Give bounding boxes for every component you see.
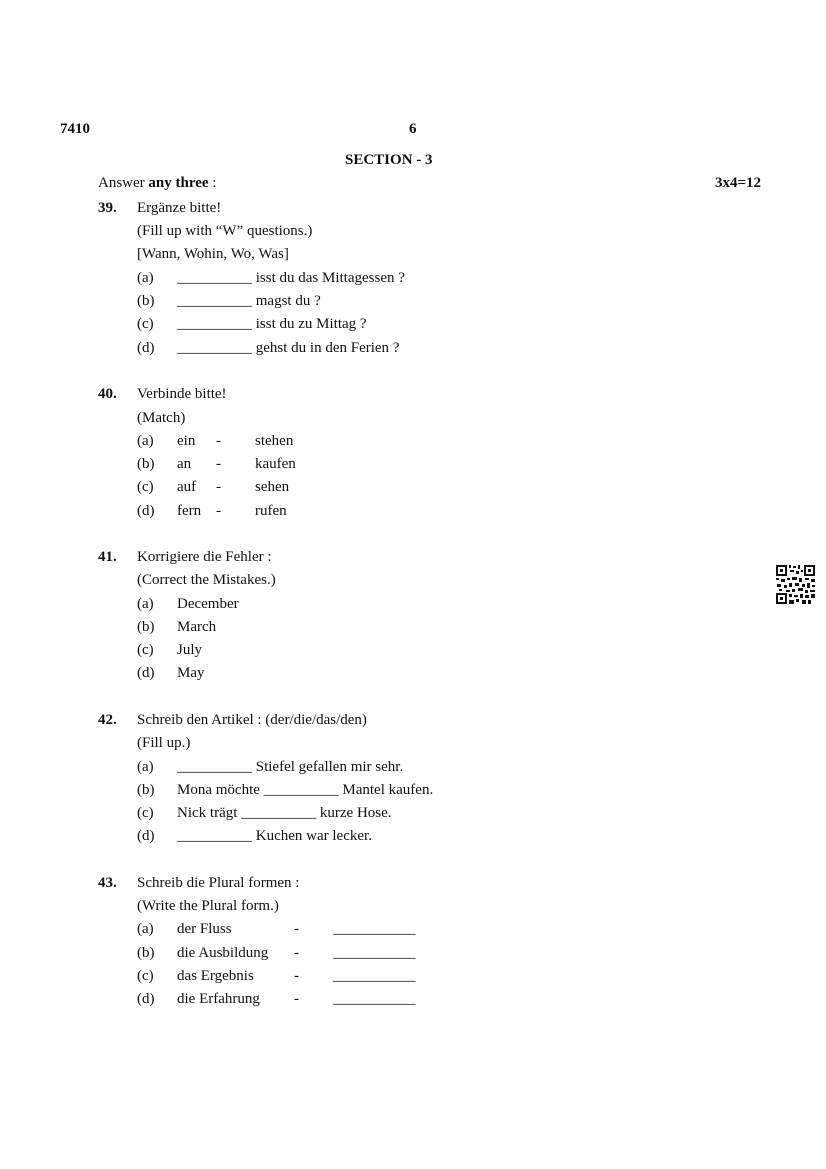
item-label: (c): [137, 316, 154, 332]
question-number: 39.: [98, 200, 117, 216]
match-dash: -: [216, 503, 221, 519]
list-item: [0, 453, 826, 475]
question-subtitle: (Fill up.): [137, 735, 191, 751]
question-title: Ergänze bitte!: [137, 200, 222, 216]
list-item: [0, 476, 826, 498]
singular-form: das Ergebnis: [177, 968, 254, 984]
item-label: (a): [137, 433, 154, 449]
item-text: __________ gehst du in den Ferien ?: [177, 340, 400, 356]
item-label: (b): [137, 456, 155, 472]
item-label: (d): [137, 340, 155, 356]
question-number: 42.: [98, 712, 117, 728]
question-title: Verbinde bitte!: [137, 386, 227, 402]
question-subtitle: (Match): [137, 410, 186, 426]
singular-form: der Fluss: [177, 921, 232, 937]
item-text: __________ Stiefel gefallen mir sehr.: [177, 759, 404, 775]
item-text: March: [177, 619, 217, 635]
section-marks: 3x4=12: [715, 175, 762, 191]
section-instruction: [98, 175, 216, 192]
item-label: (b): [137, 782, 155, 798]
item-label: (a): [137, 596, 154, 612]
item-label: (d): [137, 828, 155, 844]
list-item: [0, 593, 760, 615]
list-item: [0, 337, 826, 359]
item-label: (b): [137, 619, 155, 635]
match-dash: -: [216, 456, 221, 472]
item-label: (c): [137, 805, 154, 821]
item-label: (c): [137, 968, 154, 984]
question-title: Korrigiere die Fehler :: [137, 549, 272, 565]
item-label: (d): [137, 665, 155, 681]
question-subtitle: (Write the Plural form.): [137, 898, 279, 914]
match-right: stehen: [255, 433, 294, 449]
list-item: [0, 500, 826, 522]
item-label: (a): [137, 921, 154, 937]
question-subtitle: (Correct the Mistakes.): [137, 572, 276, 588]
list-item: [0, 756, 826, 778]
page-number: 6: [409, 121, 417, 137]
match-right: kaufen: [255, 456, 296, 472]
question-title: Schreib den Artikel : (der/die/das/den): [137, 712, 367, 728]
item-label: (c): [137, 642, 154, 658]
item-text: July: [177, 642, 203, 658]
plural-blank: ___________: [333, 945, 416, 961]
qr-code-icon: [776, 565, 815, 604]
plural-dash: -: [294, 921, 299, 937]
list-item: [0, 290, 826, 312]
list-item: [0, 662, 760, 684]
question-title: Schreib die Plural formen :: [137, 875, 300, 891]
match-left: auf: [177, 479, 197, 495]
list-item: [0, 430, 826, 452]
question-number: 43.: [98, 875, 117, 891]
instruction-suffix: :: [212, 175, 217, 191]
item-text: Nick trägt __________ kurze Hose.: [177, 805, 392, 821]
instruction-bold: any three: [148, 175, 209, 191]
list-item: [0, 313, 826, 335]
question-subtitle: (Fill up with “W” questions.): [137, 223, 313, 239]
plural-blank: ___________: [333, 921, 416, 937]
item-label: (d): [137, 991, 155, 1007]
plural-dash: -: [294, 945, 299, 961]
match-left: an: [177, 456, 192, 472]
match-left: ein: [177, 433, 196, 449]
match-dash: -: [216, 433, 221, 449]
section-title: SECTION - 3: [345, 152, 433, 168]
item-label: (b): [137, 293, 155, 309]
list-item: [0, 616, 760, 638]
item-label: (a): [137, 759, 154, 775]
list-item: [0, 965, 826, 987]
item-text: December: [177, 596, 239, 612]
question-number: 40.: [98, 386, 117, 402]
item-text: __________ isst du das Mittagessen ?: [177, 270, 405, 286]
match-right: sehen: [255, 479, 290, 495]
list-item: [0, 825, 826, 847]
question-number: 41.: [98, 549, 117, 565]
list-item: [0, 918, 826, 940]
plural-blank: ___________: [333, 991, 416, 1007]
list-item: [0, 779, 826, 801]
plural-dash: -: [294, 991, 299, 1007]
plural-blank: ___________: [333, 968, 416, 984]
match-left: fern: [177, 503, 202, 519]
word-options: [Wann, Wohin, Wo, Was]: [137, 246, 289, 262]
list-item: [0, 267, 826, 289]
item-label: (b): [137, 945, 155, 961]
item-label: (c): [137, 479, 154, 495]
item-text: __________ magst du ?: [177, 293, 321, 309]
list-item: [0, 639, 760, 661]
singular-form: die Erfahrung: [177, 991, 260, 1007]
item-text: __________ isst du zu Mittag ?: [177, 316, 367, 332]
match-dash: -: [216, 479, 221, 495]
list-item: [0, 942, 826, 964]
singular-form: die Ausbildung: [177, 945, 269, 961]
list-item: [0, 988, 826, 1010]
item-label: (d): [137, 503, 155, 519]
match-right: rufen: [255, 503, 287, 519]
item-text: __________ Kuchen war lecker.: [177, 828, 372, 844]
list-item: [0, 802, 826, 824]
item-text: May: [177, 665, 205, 681]
paper-code: 7410: [60, 121, 90, 137]
item-text: Mona möchte __________ Mantel kaufen.: [177, 782, 434, 798]
plural-dash: -: [294, 968, 299, 984]
item-label: (a): [137, 270, 154, 286]
instruction-prefix: Answer: [98, 175, 145, 191]
